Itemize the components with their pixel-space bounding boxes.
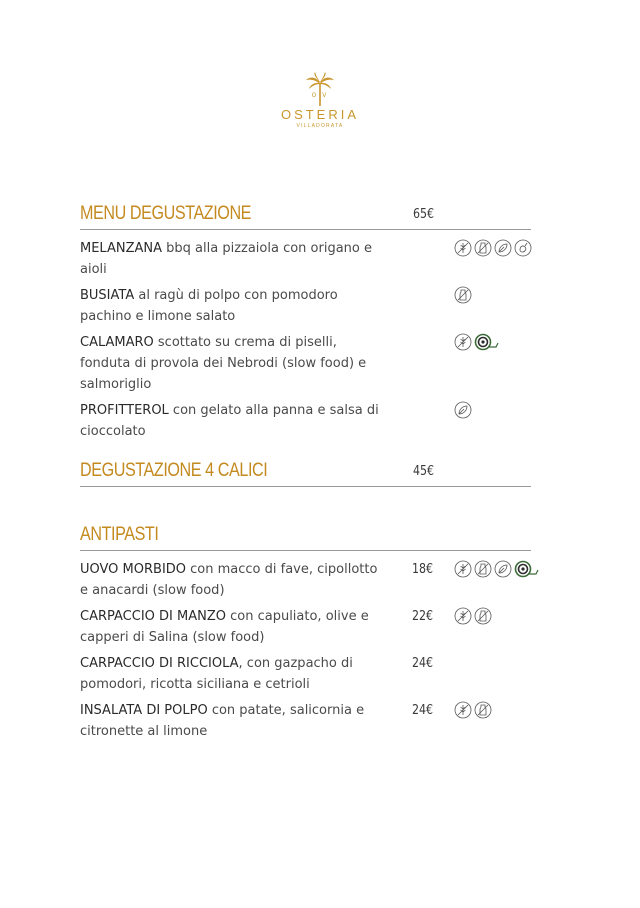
item-text <box>80 653 380 695</box>
item-text <box>80 285 380 327</box>
item-name: UOVO MORBIDO <box>80 562 187 577</box>
item-text <box>80 700 380 742</box>
item-description: con patate, salicornia e citronette al limone <box>80 703 365 739</box>
gluten-free-icon <box>454 701 472 719</box>
section-title: ANTIPASTI <box>80 524 159 545</box>
item-name: PROFITTEROL <box>80 403 169 418</box>
item-price: 22€ <box>412 609 434 624</box>
gluten-free-icon <box>454 239 472 257</box>
item-price: 24€ <box>412 656 434 671</box>
item-price: 18€ <box>412 562 434 577</box>
lactose-free-icon <box>454 286 472 304</box>
menu-item <box>80 238 531 280</box>
menu-item <box>80 400 531 442</box>
item-description: bbq alla pizzaiola con origano e aioli <box>80 241 373 277</box>
item-icons <box>454 701 492 719</box>
section-header <box>80 460 531 487</box>
logo <box>0 72 640 129</box>
section-title: DEGUSTAZIONE 4 CALICI <box>80 460 268 481</box>
logo-name: OSTERIA <box>280 107 360 122</box>
item-icons <box>454 239 532 257</box>
item-icons <box>454 401 472 419</box>
section-menu-degustazione <box>80 203 531 447</box>
item-name: MELANZANA <box>80 241 163 256</box>
slow-food-icon <box>514 560 540 578</box>
menu-item <box>80 332 531 395</box>
item-text <box>80 400 380 442</box>
vegetarian-icon <box>494 560 512 578</box>
menu-items <box>80 559 531 742</box>
palm-tree-icon <box>303 72 337 106</box>
item-description: al ragù di polpo con pomodoro pachino e limone salato <box>80 288 338 324</box>
section-title: MENU DEGUSTAZIONE <box>80 203 252 224</box>
section-header <box>80 524 531 551</box>
gluten-free-icon <box>454 560 472 578</box>
section-price: 65€ <box>413 207 435 222</box>
menu-item <box>80 700 531 742</box>
logo-subtitle: VILLADORATA <box>296 123 344 129</box>
item-icons <box>454 560 540 578</box>
item-name: BUSIATA <box>80 288 135 303</box>
logo-monogram: O V <box>311 92 329 99</box>
item-name: CARPACCIO DI RICCIOLA <box>80 656 239 671</box>
menu-items <box>80 238 531 442</box>
menu-item <box>80 606 531 648</box>
lactose-free-icon <box>474 560 492 578</box>
gluten-free-icon <box>454 607 472 625</box>
item-icons <box>454 607 492 625</box>
menu-item <box>80 559 531 601</box>
menu-item <box>80 653 531 695</box>
item-name: INSALATA DI POLPO <box>80 703 208 718</box>
section-antipasti <box>80 524 531 747</box>
item-price: 24€ <box>412 703 434 718</box>
section-price: 45€ <box>413 464 435 479</box>
vegetarian-icon <box>454 401 472 419</box>
item-text <box>80 559 380 601</box>
item-icons <box>454 333 500 351</box>
item-icons <box>454 286 472 304</box>
item-text <box>80 238 380 280</box>
item-text <box>80 606 380 648</box>
item-description: , con gazpacho di pomodori, ricotta siciliana e cetrioli <box>80 656 353 692</box>
slow-food-icon <box>474 333 500 351</box>
vegetarian-icon <box>494 239 512 257</box>
item-name: CALAMARO <box>80 335 154 350</box>
lactose-free-icon <box>474 239 492 257</box>
section-degustazione-calici <box>80 460 531 487</box>
lactose-free-icon <box>474 701 492 719</box>
menu-item <box>80 285 531 327</box>
item-description: con macco di fave, cipollotto e anacardi (slow food) <box>80 562 378 598</box>
item-description: con capuliato, olive e capperi di Salina (slow food) <box>80 609 369 645</box>
item-text <box>80 332 380 395</box>
lactose-free-icon <box>474 607 492 625</box>
item-description: scottato su crema di piselli, fonduta di provola dei Nebrodi (slow food) e salmoriglio <box>80 335 367 392</box>
item-description: con gelato alla panna e salsa di cioccolato <box>80 403 379 439</box>
gluten-free-icon <box>454 333 472 351</box>
item-name: CARPACCIO DI MANZO <box>80 609 226 624</box>
nut-free-icon <box>514 239 532 257</box>
section-header <box>80 203 531 230</box>
